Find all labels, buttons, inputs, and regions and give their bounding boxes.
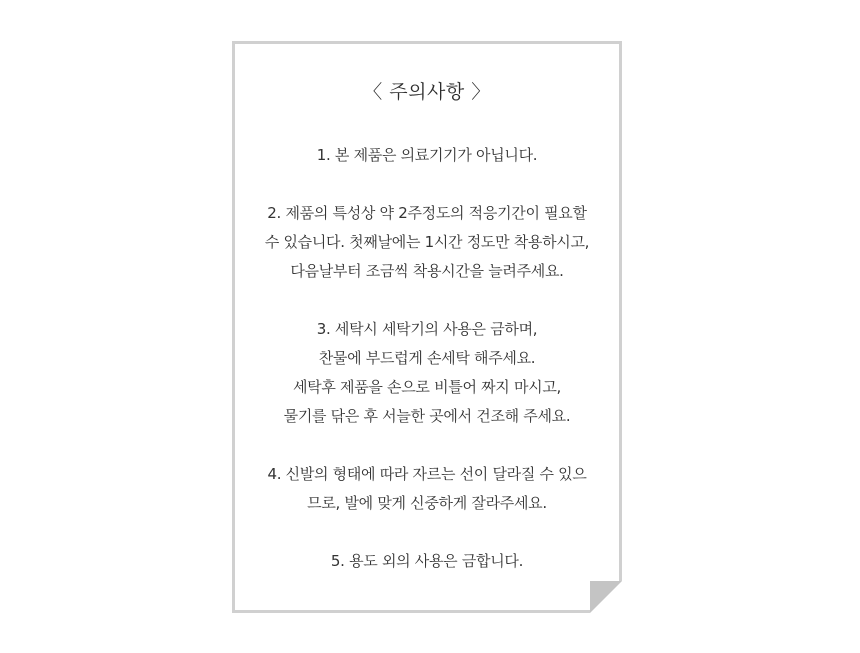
notice-line: 다음날부터 조금씩 착용시간을 늘려주세요. — [290, 262, 564, 280]
notice-item-1 — [235, 141, 619, 170]
notice-item-2 — [235, 199, 619, 286]
notice-item-4 — [235, 460, 619, 518]
notice-line: 1. 본 제품은 의료기기가 아닙니다. — [316, 146, 538, 164]
notice-line: 세탁후 제품을 손으로 비틀어 짜지 마시고, — [292, 378, 562, 396]
notice-item-3 — [235, 315, 619, 431]
notice-line: 4. 신발의 형태에 따라 자르는 선이 달라질 수 있으 — [267, 465, 587, 483]
notice-line: 찬물에 부드럽게 손세탁 해주세요. — [318, 349, 536, 367]
notice-line: 물기를 닦은 후 서늘한 곳에서 건조해 주세요. — [283, 407, 571, 425]
page-fold-corner — [590, 581, 622, 613]
notice-line: 3. 세탁시 세탁기의 사용은 금하며, — [316, 320, 538, 338]
notice-item-5 — [235, 547, 619, 576]
page-fold-icon — [590, 581, 622, 613]
notice-line: 2. 제품의 특성상 약 2주정도의 적응기간이 필요할 — [267, 204, 587, 222]
notice-line: 므로, 발에 맞게 신중하게 잘라주세요. — [307, 494, 547, 512]
notice-line: 수 있습니다. 첫째날에는 1시간 정도만 착용하시고, — [264, 233, 590, 251]
notice-title: 〈 주의사항 〉 — [363, 81, 491, 103]
notice-line: 5. 용도 외의 사용은 금합니다. — [330, 552, 524, 570]
notice-list — [235, 141, 619, 605]
notice-card — [232, 41, 622, 613]
